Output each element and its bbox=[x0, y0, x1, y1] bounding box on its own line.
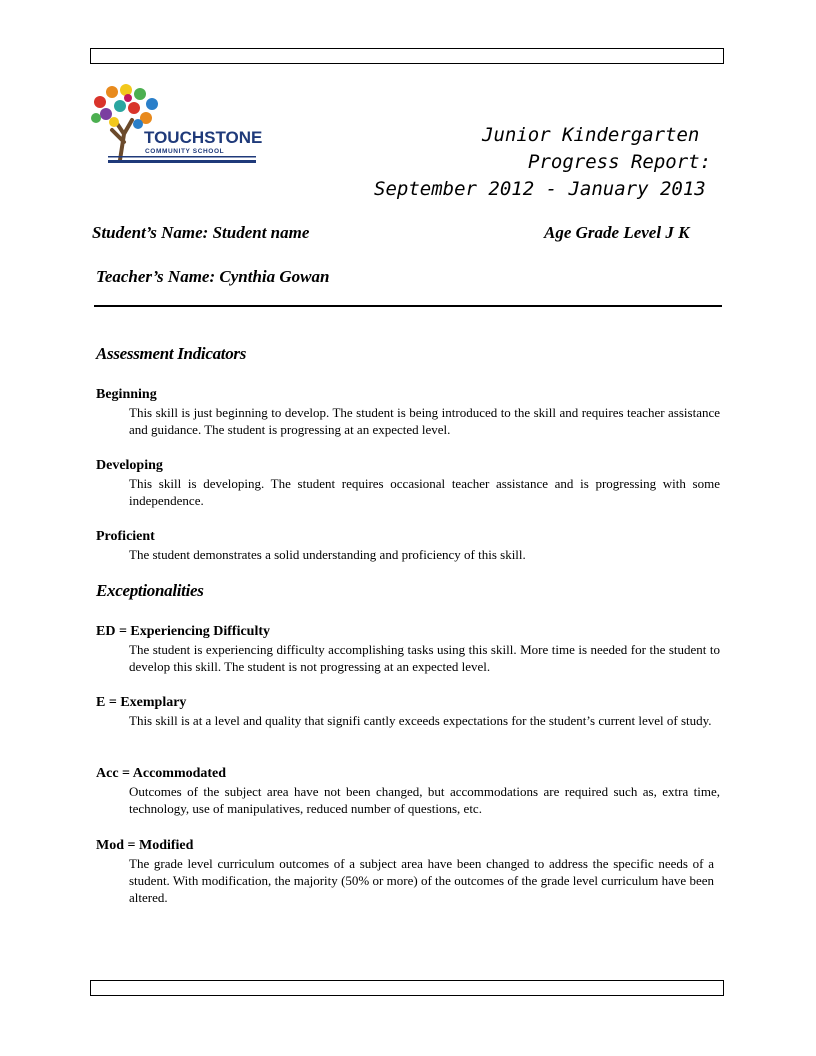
assessment-heading: Assessment Indicators bbox=[96, 344, 247, 363]
term-description: This skill is just beginning to develop. The student is being introduced to the skill and requires teacher assistance and guidance. The student is progressing at an expected level. bbox=[129, 405, 720, 437]
term-description: The grade level curriculum outcomes of a subject area have been changed to address the specific needs of a student. With modification, the majority (50% or more) of the outcomes of the grade level curriculum have been altered. bbox=[129, 856, 714, 905]
assessment-item-developing bbox=[96, 457, 724, 509]
exceptionality-item-acc bbox=[96, 765, 724, 817]
term-description: This skill is developing. The student requires occasional teacher assistance and is progressing with some independence. bbox=[129, 476, 720, 508]
exceptionality-item-e bbox=[96, 694, 724, 729]
term-label: Acc = Accommodated bbox=[96, 766, 227, 781]
assessment-item-proficient bbox=[96, 528, 724, 563]
logo-subtitle: COMMUNITY SCHOOL bbox=[145, 148, 225, 155]
term-description: The student demonstrates a solid understanding and proficiency of this skill. bbox=[129, 547, 526, 562]
term-label: Beginning bbox=[96, 387, 157, 402]
term-label: ED = Experiencing Difficulty bbox=[96, 624, 271, 639]
divider-line bbox=[94, 305, 722, 307]
exceptionality-item-mod bbox=[96, 837, 724, 906]
term-description: Outcomes of the subject area have not been changed, but accommodations are required such as, extra time, technology, use of manipulatives, reduced number of questions, etc. bbox=[129, 784, 720, 816]
student-name-field: Student’s Name: Student name bbox=[92, 223, 310, 242]
report-title-line2: Progress Report: bbox=[528, 151, 712, 173]
exceptionality-item-ed bbox=[96, 623, 724, 675]
age-grade-level-field: Age Grade Level J K bbox=[544, 223, 690, 242]
term-label: Proficient bbox=[96, 529, 155, 544]
report-title-line1: Junior Kindergarten bbox=[482, 124, 700, 146]
footer-box bbox=[90, 980, 724, 996]
touchstone-logo bbox=[86, 82, 262, 166]
logo-name: TOUCHSTONE bbox=[144, 128, 262, 147]
term-description: The student is experiencing difficulty accomplishing tasks using this skill. More time is needed for the student to develop this skill. The student is not progressing at an expected level. bbox=[129, 642, 720, 674]
exceptionalities-heading: Exceptionalities bbox=[96, 581, 204, 600]
report-title-line3: September 2012 - January 2013 bbox=[374, 178, 706, 200]
hand-leaf-icon bbox=[91, 84, 158, 129]
term-description: This skill is at a level and quality that signifi cantly exceeds expectations for the student’s current level of study. bbox=[129, 713, 712, 728]
term-label: E = Exemplary bbox=[96, 695, 187, 710]
term-label: Mod = Modified bbox=[96, 838, 194, 853]
assessment-item-beginning bbox=[96, 386, 724, 438]
header-box bbox=[90, 48, 724, 64]
term-label: Developing bbox=[96, 458, 163, 473]
teacher-name-field: Teacher’s Name: Cynthia Gowan bbox=[96, 267, 330, 286]
